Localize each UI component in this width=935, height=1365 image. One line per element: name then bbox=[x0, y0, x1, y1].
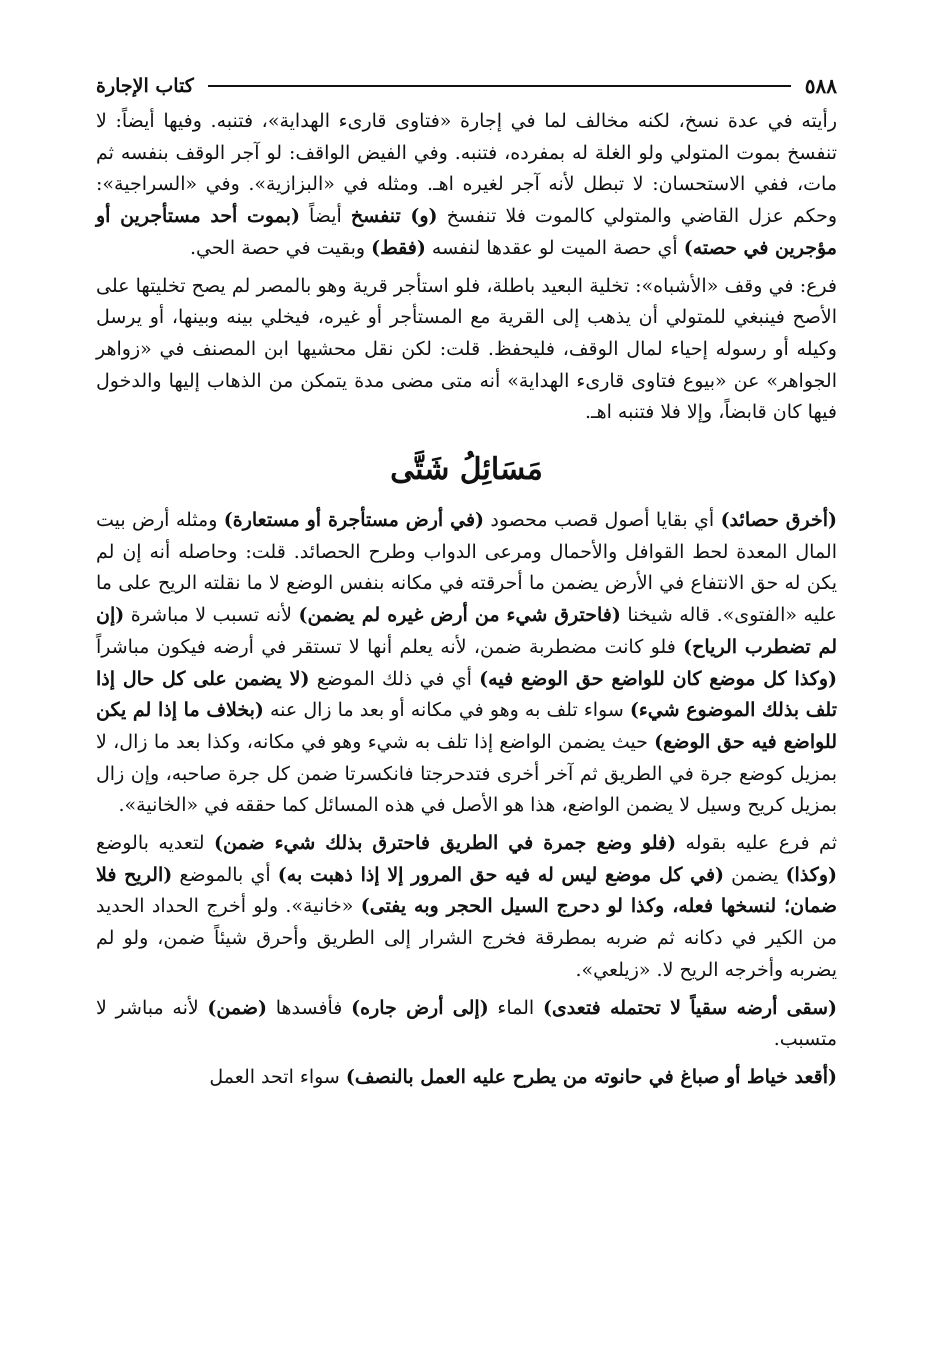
matn-text-segment: (لا يضمن على كل حال إذا تلف بذلك الموضوع شيء) bbox=[96, 667, 837, 722]
paragraph-3 bbox=[96, 505, 837, 822]
paragraph-6 bbox=[96, 1062, 837, 1094]
matn-text-segment: (بخلاف ما إذا لم يكن للواضع فيه حق الوضع) bbox=[96, 699, 837, 753]
matn-text-segment: (بموت أحد مستأجرين أو مؤجرين في حصته) bbox=[96, 205, 837, 259]
page-number: ٥٨٨ bbox=[804, 74, 837, 98]
sharh-text-segment: فأفسدها bbox=[266, 996, 352, 1019]
matn-text-segment: (أقعد خياط أو صباغ في حانوته من يطرح عليه العمل بالنصف) bbox=[345, 1065, 837, 1088]
matn-text-segment: (فقط) bbox=[371, 236, 426, 259]
matn-text-segment: (فلو وضع جمرة في الطريق فاحترق بذلك شيء ضمن) bbox=[213, 832, 677, 855]
matn-text-segment: (سقى أرضه سقياً لا تحتمله فتعدى) bbox=[542, 996, 838, 1019]
paragraph-1 bbox=[96, 106, 837, 265]
header-rule bbox=[208, 85, 791, 87]
matn-text-segment: (ضمن) bbox=[207, 996, 267, 1019]
page-header bbox=[96, 68, 837, 104]
sharh-text-segment: أي حصة الميت لو عقدها لنفسه bbox=[425, 236, 684, 259]
sharh-text-segment: ثم فرع عليه بقوله bbox=[676, 832, 837, 855]
sharh-text-segment: فرع: في وقف «الأشباه»: تخلية البعيد باطلة، فلو استأجر قرية وهو بالمصر لم يصح تخليتها على الأصح فينبغي للمتولي أن يذهب إلى القرية مع المستأجر أو غيره، فيخلي بينه وبينها، أو يرسل وكيله أو رسوله إحياء لمال الوقف، فليحفظ. قلت: لكن نقل محشيها ابن المصنف في «زواهر الجواهر» عن «بيوع فتاوى قارىء الهداية» أنه متى مضى مدة يتمكن من الذهاب إليها والدخول فيها كان قابضاً، وإلا فلا فتنبه اهـ. bbox=[96, 274, 837, 424]
paragraph-4 bbox=[96, 828, 837, 987]
sharh-text-segment: لأنه تسبب لا مباشرة bbox=[124, 604, 299, 627]
matn-text-segment: (في كل موضع ليس له فيه حق المرور إلا إذا ذهبت به) bbox=[277, 863, 725, 886]
sharh-text-segment: لأنه مباشر لا متسبب. bbox=[96, 996, 837, 1051]
sharh-text-segment: ومثله أرض بيت المال المعدة لحط القوافل والأحمال ومرعى الدواب وطرح الحصائد. قلت: وحاصله أنه إن لم يكن له حق الانتفاع في الأرض يضمن ما أحرقته في مكانه بنفس الوضع لا ما نقلته الريح على ما عليه «الفتوى». قاله شيخنا bbox=[96, 509, 837, 627]
matn-text-segment: (في أرض مستأجرة أو مستعارة) bbox=[223, 509, 485, 532]
matn-text-segment: (أخرق حصائد) bbox=[720, 509, 837, 532]
book-title: كتاب الإجارة bbox=[96, 75, 194, 97]
sharh-text-segment: الماء bbox=[488, 996, 543, 1019]
section-heading: مَسَائِلُ شَتَّى bbox=[390, 452, 543, 488]
sharh-text-segment: أي في ذلك الموضع bbox=[309, 667, 480, 690]
matn-text-segment: (وكذا كل موضع كان للواضع حق الوضع فيه) bbox=[479, 667, 837, 690]
sharh-text-segment: حيث يضمن الواضع إذا تلف به شيء وهو في مكانه، وكذا بعد ما زال، لا بمزيل كوضع جرة في الطريق ثم آخر أخرى فتدحرجتا فانكسرتا ضمن كل جرة صاحبه، وإن زال بمزيل كريح وسيل لا يضمن الواضع، هذا هو الأصل في هذه المسائل كما حققه في «الخانية». bbox=[96, 730, 837, 817]
sharh-text-segment: يضمن bbox=[724, 863, 786, 886]
matn-text-segment: (إن لم تضطرب الرياح) bbox=[96, 604, 837, 658]
sharh-text-segment: رأيته في عدة نسخ، لكنه مخالف لما في إجارة «فتاوى قارىء الهداية»، فتنبه. وفيها أيضاً: لا تنفسخ بموت المتولي ولو الغلة له بمفرده، فتنبه. وفي الفيض الواقف: لو آجر الوقف بنفسه ثم مات، ففي الاستحسان: لا تبطل لأنه آجر لغيره اهـ. ومثله في «البزازية». وفي «السراجية»: وحكم عزل القاضي والمتولي كالموت فلا تنفسخ bbox=[96, 110, 838, 228]
sharh-text-segment: وبقيت في حصة الحي. bbox=[189, 236, 372, 259]
sharh-text-segment: «خانية». ولو أخرج الحداد الحديد من الكير في دكانه ثم ضربه بمطرقة فخرج الشرار إلى الطريق وأحرق شيئاً ضمن، ولو لم يضربه وأخرجه الريح لا. «زيلعي». bbox=[96, 895, 837, 981]
sharh-text-segment: سواء اتحد العمل bbox=[209, 1065, 346, 1088]
matn-text-segment: (وكذا) bbox=[785, 863, 838, 886]
sharh-text-segment: سواء تلف به وهو في مكانه أو بعد ما زال عنه bbox=[263, 699, 630, 722]
matn-text-segment: (الريح فلا ضمان؛ لنسخها فعله، وكذا لو دحرج السيل الحجر وبه يفتى) bbox=[96, 863, 837, 918]
sharh-text-segment: فلو كانت مضطربة ضمن، لأنه يعلم أنها لا تستقر في أرضه فيكون مباشراً bbox=[96, 635, 684, 658]
sharh-text-segment: أي بقايا أصول قصب محصود bbox=[484, 509, 721, 532]
matn-text-segment: (و) تنفسخ bbox=[350, 205, 438, 228]
paragraph-5 bbox=[96, 993, 837, 1056]
sharh-text-segment: أي بالموضع bbox=[172, 863, 278, 886]
sharh-text-segment: لتعديه بالوضع bbox=[96, 832, 214, 855]
paragraph-2 bbox=[96, 271, 837, 430]
sharh-text-segment: أيضاً bbox=[299, 205, 351, 228]
matn-text-segment: (فاحترق شيء من أرض غيره لم يضمن) bbox=[298, 604, 621, 627]
matn-text-segment: (إلى أرض جاره) bbox=[351, 996, 489, 1019]
